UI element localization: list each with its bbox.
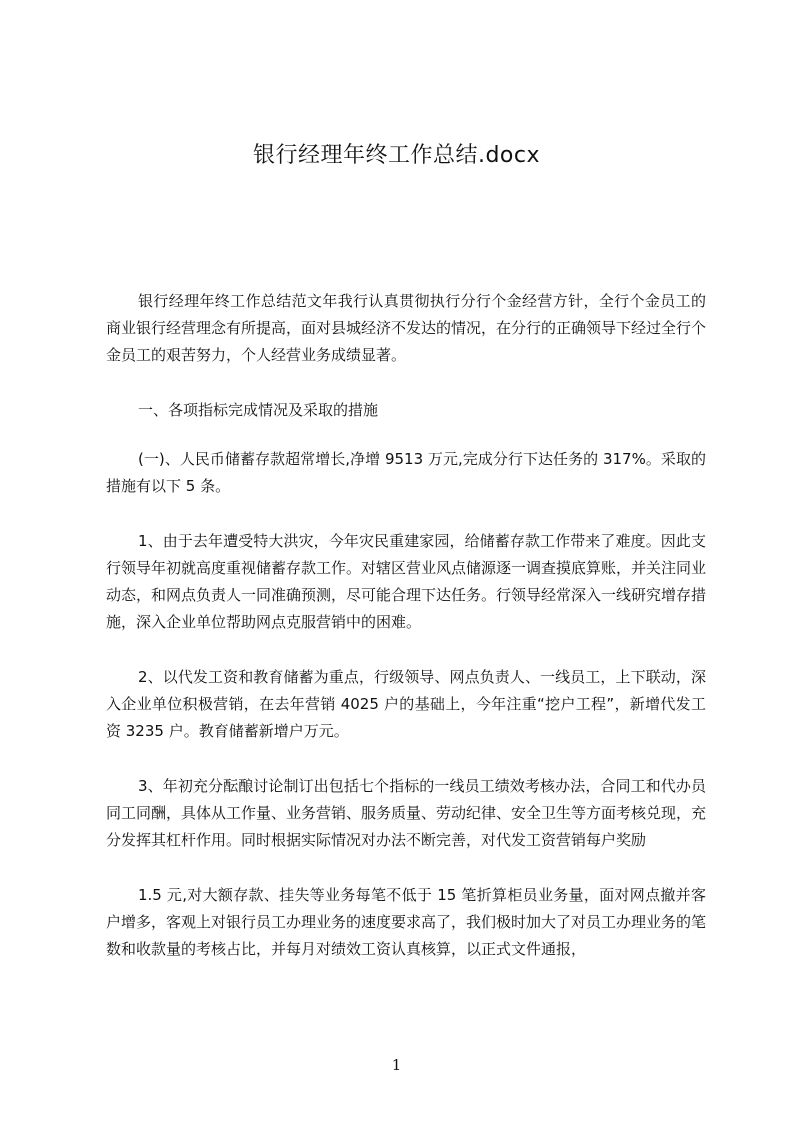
section-heading: 一、各项指标完成情况及采取的措施 [138,401,379,419]
paragraph-item-3: 3、年初充分酝酿讨论制订出包括七个指标的一线员工绩效考核办法，合同工和代办员同工同酬，具体从工作量、业务营销、服务质量、劳动纪律、安全卫生等方面考核兑现，充分发挥其杠杆作用。同时根据实际情况对办法不断完善，对代发工资营销每户奖励 [106,777,707,849]
paragraph-item-3-continued: 1.5 元,对大额存款、挂失等业务每笔不低于 15 笔折算柜员业务量，面对网点撤并客户增多，客观上对银行员工办理业务的速度要求高了，我们极时加大了对员工办理业务的笔数和收款量的考核占比，并每月对绩效工资认真核算，以正式文件通报， [106,886,707,958]
paragraph-intro: 银行经理年终工作总结范文年我行认真贯彻执行分行个金经营方针，全行个金员工的商业银行经营理念有所提高，面对县城经济不发达的情况，在分行的正确领导下经过全行个金员工的艰苦努力，个人经营业务成绩显著。 [106,292,707,364]
document-body [106,288,706,991]
document-title: 银行经理年终工作总结.docx [252,143,541,168]
paragraph-item-1: 1、由于去年遭受特大洪灾，今年灾民重建家园，给储蓄存款工作带来了难度。因此支行领导年初就高度重视储蓄存款工作。对辖区营业风点储源逐一调查摸底算账，并关注同业动态，和网点负责人一同准确预测，尽可能合理下达任务。行领导经常深入一线研究增存措施，深入企业单位帮助网点克服营销中的困难。 [106,532,707,631]
page-number: 1 [391,1056,402,1074]
paragraph-subsection-1: (一)、人民币储蓄存款超常增长,净增 9513 万元,完成分行下达任务的 317%。采取的措施有以下 5 条。 [106,450,706,495]
paragraph-item-2: 2、以代发工资和教育储蓄为重点，行级领导、网点负责人、一线员工，上下联动，深入企业单位积极营销，在去年营销 4025 户的基础上，今年注重“挖户工程”，新增代发工资 3235 户。教育储蓄新增户万元。 [106,668,706,740]
